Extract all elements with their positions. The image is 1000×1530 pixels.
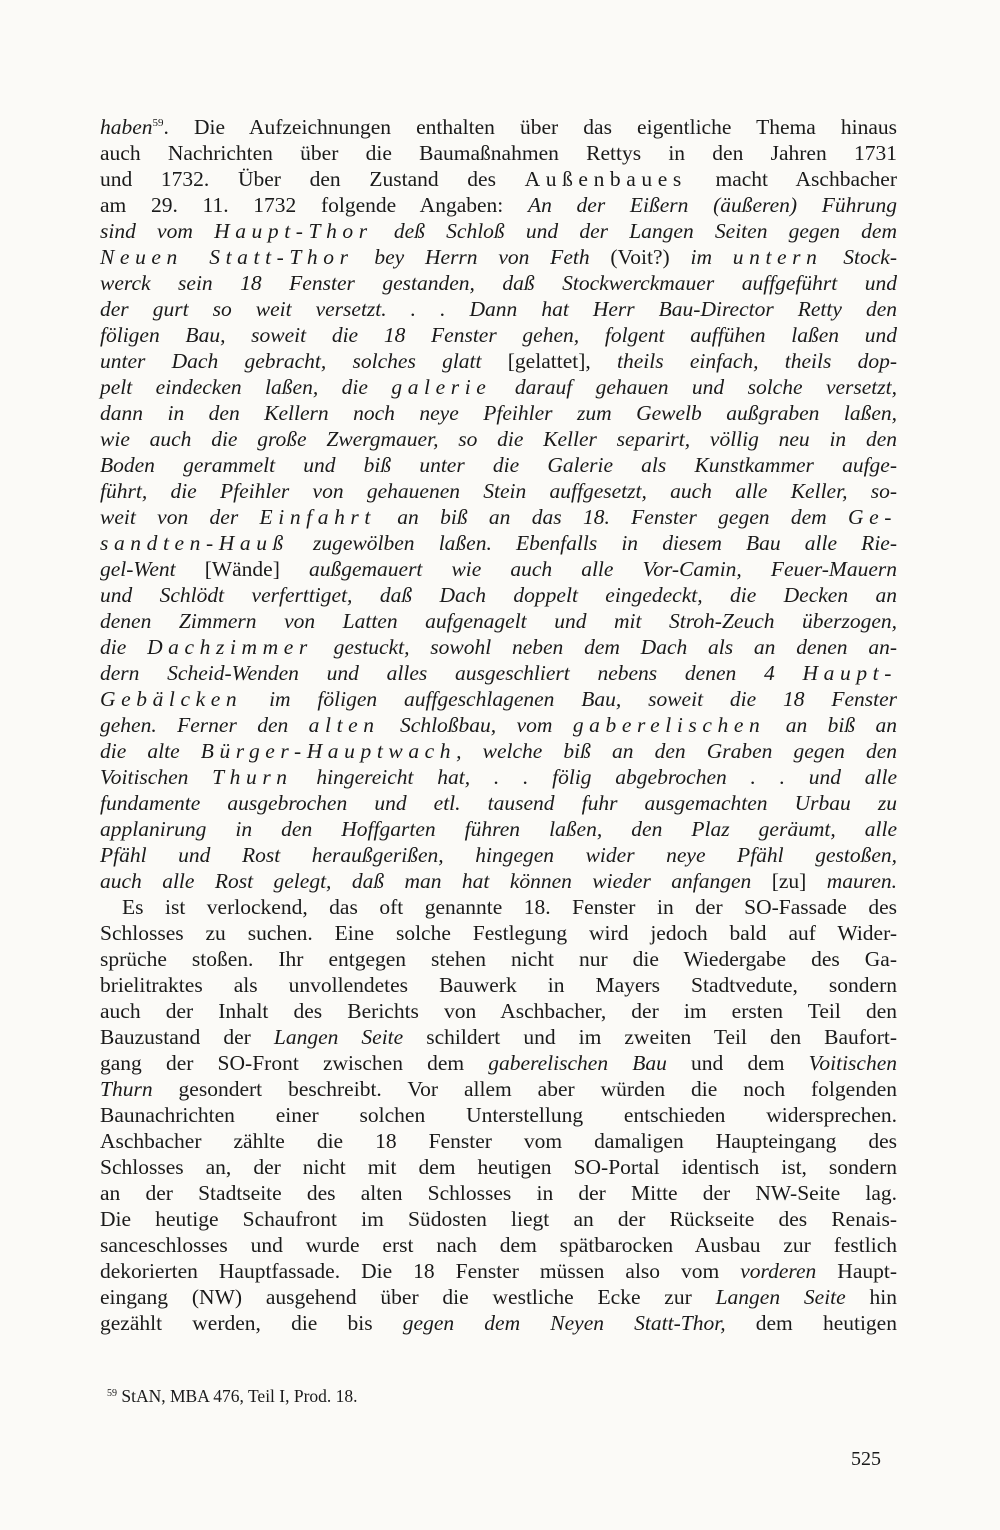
text-segment: denen Zimmern von Latten aufgenagelt und mit Stroh-Zeuch überzogen, bbox=[100, 609, 897, 633]
text-line bbox=[100, 1102, 897, 1128]
text-line bbox=[100, 738, 897, 764]
text-line bbox=[100, 504, 897, 530]
text-segment: die alte Bürger-Hauptwach, welche biß an den Graben gegen den bbox=[100, 739, 897, 763]
text-line bbox=[100, 764, 897, 790]
text-line bbox=[100, 140, 897, 166]
text-line bbox=[100, 842, 897, 868]
text-line bbox=[100, 1284, 897, 1310]
text-line bbox=[100, 426, 897, 452]
text-line bbox=[100, 660, 897, 686]
text-segment: und Schlödt verferttiget, daß Dach doppelt eingedeckt, die Decken an bbox=[100, 583, 897, 607]
text-segment: Voitischen Thurn hingereicht hat, . . fölig abgebrochen . . und alle bbox=[100, 765, 897, 789]
text-line bbox=[100, 166, 897, 192]
text-segment: am 29. 11. 1732 folgende Angaben: An der Eißern (äußeren) Führung bbox=[100, 193, 897, 217]
text-line bbox=[100, 686, 897, 712]
text-line bbox=[100, 790, 897, 816]
text-segment: Es ist verlockend, das oft genannte 18. Fenster in der SO-Fassade des bbox=[122, 895, 897, 919]
text-segment: Schlosses an, der nicht mit dem heutigen SO-Portal identisch ist, sondern bbox=[100, 1155, 897, 1179]
body-text bbox=[100, 114, 897, 1336]
text-line bbox=[100, 1128, 897, 1154]
text-line bbox=[100, 1258, 897, 1284]
text-segment: dekorierten Hauptfassade. Die 18 Fenster müssen also vom vorderen Haupt- bbox=[100, 1259, 897, 1283]
text-segment: gehen. Ferner den alten Schloßbau, vom gaberelischen an biß an bbox=[100, 713, 897, 737]
text-segment: sprüche stoßen. Ihr entgegen stehen nicht nur die Wiedergabe des Ga- bbox=[100, 947, 897, 971]
text-segment: unter Dach gebracht, solches glatt [gelattet], theils einfach, theils dop- bbox=[100, 349, 898, 373]
text-segment: der gurt so weit versetzt. . . Dann hat Herr Bau-Director Retty den bbox=[100, 297, 897, 321]
text-line bbox=[100, 1050, 897, 1076]
text-line bbox=[100, 1154, 897, 1180]
text-line bbox=[100, 114, 897, 140]
text-segment: Neuen Statt-Thor bey Herrn von Feth (Voit?) im untern Stock- bbox=[100, 245, 897, 269]
footnote bbox=[107, 1384, 358, 1408]
text-segment: gel-Went [Wände] außgemauert wie auch alle Vor-Camin, Feuer-Mauern bbox=[100, 557, 897, 581]
text-line bbox=[100, 478, 897, 504]
text-segment: und 1732. Über den Zustand des Außenbaues macht Aschbacher bbox=[100, 167, 897, 191]
text-line bbox=[100, 322, 897, 348]
text-segment: gang der SO-Front zwischen dem gaberelischen Bau und dem Voitischen bbox=[100, 1051, 897, 1075]
text-segment: pelt eindecken laßen, die galerie darauf gehauen und solche versetzt, bbox=[100, 375, 897, 399]
text-line bbox=[100, 868, 897, 894]
text-segment: Schlosses zu suchen. Eine solche Festlegung wird jedoch bald auf Wider- bbox=[100, 921, 897, 945]
text-line bbox=[100, 1024, 897, 1050]
footnote-text: $^{59}$ StAN, MBA 476, Teil I, Prod. 18. bbox=[107, 1386, 358, 1406]
text-segment: fundamente ausgebrochen und etl. tausend fuhr ausgemachten Urbau zu bbox=[100, 791, 897, 815]
text-segment: brielitraktes als unvollendetes Bauwerk in Mayers Stadtvedute, sondern bbox=[100, 973, 897, 997]
text-line bbox=[100, 348, 897, 374]
text-line bbox=[100, 712, 897, 738]
text-segment: dern Scheid-Wenden und alles ausgeschliert nebens denen 4 Haupt- bbox=[100, 661, 897, 685]
text-segment: föligen Bau, soweit die 18 Fenster gehen, folgent auffühen laßen und bbox=[100, 323, 897, 347]
text-line bbox=[100, 582, 897, 608]
text-segment: an der Stadtseite des alten Schlosses in der Mitte der NW-Seite lag. bbox=[100, 1181, 897, 1205]
text-line bbox=[100, 816, 897, 842]
text-line bbox=[100, 218, 897, 244]
text-segment: sanceschlosses und wurde erst nach dem spätbarocken Ausbau zur festlich bbox=[100, 1233, 897, 1257]
text-segment: dann in den Kellern noch neye Pfeihler zum Gewelb außgraben laßen, bbox=[100, 401, 897, 425]
text-segment: Gebälcken im föligen auffgeschlagenen Bau, soweit die 18 Fenster bbox=[100, 687, 897, 711]
text-line bbox=[100, 946, 897, 972]
text-line bbox=[100, 530, 897, 556]
text-segment: applanirung in den Hoffgarten führen laßen, den Plaz geräumt, alle bbox=[100, 817, 897, 841]
text-segment: Die heutige Schaufront im Südosten liegt an der Rückseite des Renais- bbox=[100, 1207, 897, 1231]
text-segment: führt, die Pfeihler von gehauenen Stein auffgesetzt, auch alle Keller, so- bbox=[100, 479, 897, 503]
text-segment: Aschbacher zählte die 18 Fenster vom damaligen Haupteingang des bbox=[100, 1129, 897, 1153]
text-line bbox=[100, 556, 897, 582]
text-segment: Bauzustand der Langen Seite schildert und im zweiten Teil den Baufort- bbox=[100, 1025, 897, 1049]
text-line bbox=[100, 634, 897, 660]
text-line bbox=[100, 608, 897, 634]
text-segment: werck sein 18 Fenster gestanden, daß Stockwerckmauer auffgeführt und bbox=[100, 271, 897, 295]
text-line bbox=[100, 192, 897, 218]
text-segment: Boden gerammelt und biß unter die Galerie als Kunstkammer aufge- bbox=[100, 453, 897, 477]
text-segment: auch Nachrichten über die Baumaßnahmen Rettys in den Jahren 1731 bbox=[100, 141, 897, 165]
text-line bbox=[100, 374, 897, 400]
text-line bbox=[100, 1076, 897, 1102]
text-segment: wie auch die große Zwergmauer, so die Keller separirt, völlig neu in den bbox=[100, 427, 897, 451]
text-line bbox=[100, 400, 897, 426]
text-line bbox=[100, 1180, 897, 1206]
text-line bbox=[100, 998, 897, 1024]
text-segment: auch alle Rost gelegt, daß man hat können wieder anfangen [zu] mauren. bbox=[100, 869, 897, 893]
text-segment: auch der Inhalt des Berichts von Aschbacher, der im ersten Teil den bbox=[100, 999, 897, 1023]
text-segment: gezählt werden, die bis gegen dem Neyen Statt-Thor, dem heutigen bbox=[100, 1311, 897, 1335]
text-line bbox=[100, 894, 897, 920]
text-line bbox=[100, 452, 897, 478]
text-segment: weit von der Einfahrt an biß an das 18. Fenster gegen dem Ge- bbox=[100, 505, 897, 529]
text-segment: Baunachrichten einer solchen Unterstellung entschieden widersprechen. bbox=[100, 1103, 897, 1127]
text-line bbox=[100, 920, 897, 946]
text-line bbox=[100, 244, 897, 270]
text-line bbox=[100, 1232, 897, 1258]
text-line bbox=[100, 1206, 897, 1232]
text-line bbox=[100, 1310, 897, 1336]
text-segment: Thurn gesondert beschreibt. Vor allem aber würden die noch folgenden bbox=[100, 1077, 897, 1101]
text-segment: Pfähl und Rost heraußgerißen, hingegen wider neye Pfähl gestoßen, bbox=[100, 843, 897, 867]
text-segment: haben$^{59}$. Die Aufzeichnungen enthalten über das eigentliche Thema hinaus bbox=[100, 115, 897, 139]
text-segment: sind vom Haupt-Thor deß Schloß und der Langen Seiten gegen dem bbox=[100, 219, 897, 243]
page-number: 525 bbox=[851, 1448, 881, 1470]
text-line bbox=[100, 972, 897, 998]
text-segment: sandten-Hauß zugewölben laßen. Ebenfalls in diesem Bau alle Rie- bbox=[100, 531, 897, 555]
text-segment: die Dachzimmer gestuckt, sowohl neben dem Dach als an denen an- bbox=[100, 635, 897, 659]
text-line bbox=[100, 270, 897, 296]
text-line bbox=[100, 296, 897, 322]
text-segment: eingang (NW) ausgehend über die westliche Ecke zur Langen Seite hin bbox=[100, 1285, 897, 1309]
